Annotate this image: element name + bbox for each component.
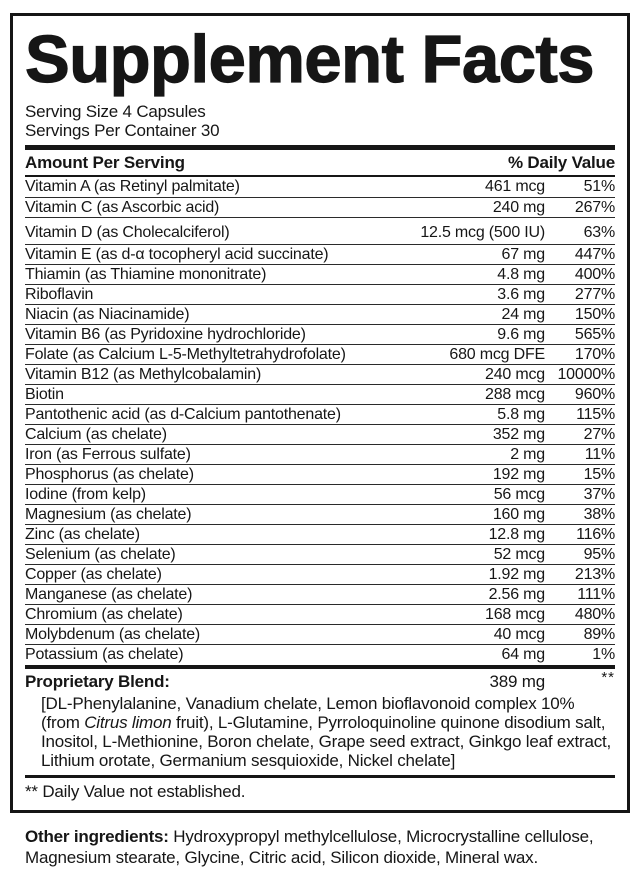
table-row [25,264,615,284]
nutrient-amount: 52 mcg [493,545,545,563]
nutrient-name: Vitamin B6 (as Pyridoxine hydrochloride) [25,325,306,343]
nutrient-name: Iron (as Ferrous sulfate) [25,445,191,463]
nutrient-name: Phosphorus (as chelate) [25,465,194,483]
nutrient-amount: 461 mcg [485,178,545,195]
nutrient-name: Iodine (from kelp) [25,485,146,503]
table-row [25,244,615,264]
nutrient-daily-value: 10000% [557,365,615,383]
table-row [25,344,615,364]
nutrient-daily-value: 480% [574,605,615,623]
table-row [25,404,615,424]
nutrient-amount: 9.6 mg [497,325,545,343]
nutrient-daily-value: 63% [583,224,615,241]
nutrient-amount: 160 mg [492,505,545,523]
blend-ingredients-part1: [DL-Phenylalanine, Vanadium chelate, Lemon bioflavonoid complex 10% (from [41,694,575,732]
nutrient-amount: 352 mg [492,425,545,443]
nutrient-name: Vitamin A (as Retinyl palmitate) [25,178,240,195]
table-row [25,384,615,404]
nutrient-name: Manganese (as chelate) [25,585,193,603]
nutrient-daily-value: 15% [583,465,615,483]
servings-per-container: Servings Per Container 30 [25,121,220,140]
nutrient-daily-value: 960% [574,385,615,403]
daily-value-footnote: ** Daily Value not established. [25,782,246,801]
nutrient-amount: 680 mcg DFE [449,345,545,363]
nutrient-daily-value: 213% [574,565,615,583]
nutrient-daily-value: 277% [574,285,615,303]
nutrient-name: Potassium (as chelate) [25,645,184,663]
table-row [25,324,615,344]
nutrient-daily-value: 115% [576,405,615,423]
nutrient-amount: 12.8 mg [488,525,545,543]
nutrient-daily-value: 38% [583,505,615,523]
nutrient-name: Vitamin E (as d-α tocopheryl acid succinate) [25,245,329,263]
table-header [25,150,615,177]
nutrient-amount: 240 mg [492,198,545,216]
nutrient-daily-value: 150% [574,305,615,323]
amount-per-serving-header: Amount Per Serving [25,153,185,172]
other-ingredients-text: Hydroxypropyl methylcellulose, Microcrystalline cellulose, Magnesium stearate, Glycine, Citric acid, Silicon dioxide, Mineral wax. [25,827,594,867]
nutrient-name: Vitamin B12 (as Methylcobalamin) [25,365,262,383]
nutrient-daily-value: 447% [574,245,615,263]
nutrient-daily-value: 51% [583,178,615,195]
nutrient-name: Vitamin D (as Cholecalciferol) [25,224,230,241]
nutrient-amount: 3.6 mg [497,285,545,303]
nutrient-amount: 168 mcg [485,605,545,623]
nutrient-daily-value: 565% [574,325,615,343]
nutrient-amount: 4.8 mg [497,265,545,283]
table-row [25,484,615,504]
nutrient-name: Biotin [25,385,64,403]
table-row [25,304,615,324]
proprietary-blend-row [25,669,615,693]
table-row [25,584,615,604]
table-row [25,604,615,624]
nutrient-daily-value: 1% [592,645,615,663]
proprietary-blend-dv-asterisks: ** [601,668,615,686]
nutrient-daily-value: 27% [583,425,615,443]
nutrient-amount: 64 mg [501,645,545,663]
nutrient-daily-value: 267% [574,198,615,216]
table-row [25,504,615,524]
nutrient-name: Chromium (as chelate) [25,605,183,623]
nutrient-amount: 240 mcg [485,365,545,383]
other-ingredients [25,826,610,868]
proprietary-blend-amount: 389 mg [489,672,545,691]
nutrient-daily-value: 37% [583,485,615,503]
proprietary-blend-label: Proprietary Blend: [25,672,170,691]
nutrient-amount: 56 mcg [493,485,545,503]
blend-ingredients-part2: fruit), L-Glutamine, Pyrroloquinoline quinone disodium salt, Inositol, L-Methionine, Boron chelate, Grape seed extract, Ginkgo leaf extract, Lithium orotate, Germanium sesquioxide, Nickel chelate] [41,713,612,770]
supplement-facts-panel [10,13,630,813]
table-row [25,197,615,217]
table-row [25,644,615,664]
nutrient-amount: 1.92 mg [488,565,545,583]
nutrient-amount: 2.56 mg [488,585,545,603]
nutrient-rows [25,177,615,664]
table-row [25,217,615,244]
nutrient-name: Niacin (as Niacinamide) [25,305,190,323]
nutrient-daily-value: 95% [583,545,615,563]
table-row [25,364,615,384]
table-row [25,177,615,197]
nutrient-daily-value: 111% [577,585,615,603]
nutrient-amount: 40 mcg [493,625,545,643]
nutrient-amount: 5.8 mg [497,405,545,423]
nutrient-name: Calcium (as chelate) [25,425,167,443]
nutrient-name: Copper (as chelate) [25,565,162,583]
nutrient-name: Pantothenic acid (as d-Calcium pantothenate) [25,405,341,423]
table-row [25,544,615,564]
nutrient-daily-value: 11% [584,445,615,463]
daily-value-header: % Daily Value [507,153,615,172]
nutrient-name: Molybdenum (as chelate) [25,625,201,643]
blend-latin-name: Citrus limon [84,713,172,732]
nutrient-daily-value: 400% [574,265,615,283]
table-row [25,444,615,464]
nutrient-name: Vitamin C (as Ascorbic acid) [25,198,220,216]
nutrient-amount: 24 mg [501,305,545,323]
nutrient-name: Riboflavin [25,285,94,303]
nutrient-name: Selenium (as chelate) [25,545,176,563]
nutrient-name: Thiamin (as Thiamine mononitrate) [25,265,267,283]
other-ingredients-label: Other ingredients: [25,827,169,846]
nutrient-amount: 288 mcg [485,385,545,403]
table-row [25,564,615,584]
serving-size: Serving Size 4 Capsules [25,102,206,121]
nutrient-amount: 192 mg [492,465,545,483]
nutrient-name: Folate (as Calcium L-5-Methyltetrahydrofolate) [25,345,346,363]
panel-title: Supplement Facts [25,22,595,97]
nutrient-daily-value: 116% [576,525,615,543]
nutrient-daily-value: 89% [583,625,615,643]
blend-ingredients-list [41,694,615,770]
nutrient-amount: 67 mg [501,245,545,263]
nutrient-amount: 12.5 mcg (500 IU) [420,224,545,241]
nutrient-name: Magnesium (as chelate) [25,505,192,523]
table-row [25,524,615,544]
nutrient-name: Zinc (as chelate) [25,525,140,543]
nutrient-daily-value: 170% [574,345,615,363]
table-row [25,424,615,444]
table-row [25,464,615,484]
table-row [25,624,615,644]
table-row [25,284,615,304]
nutrient-amount: 2 mg [510,445,545,463]
